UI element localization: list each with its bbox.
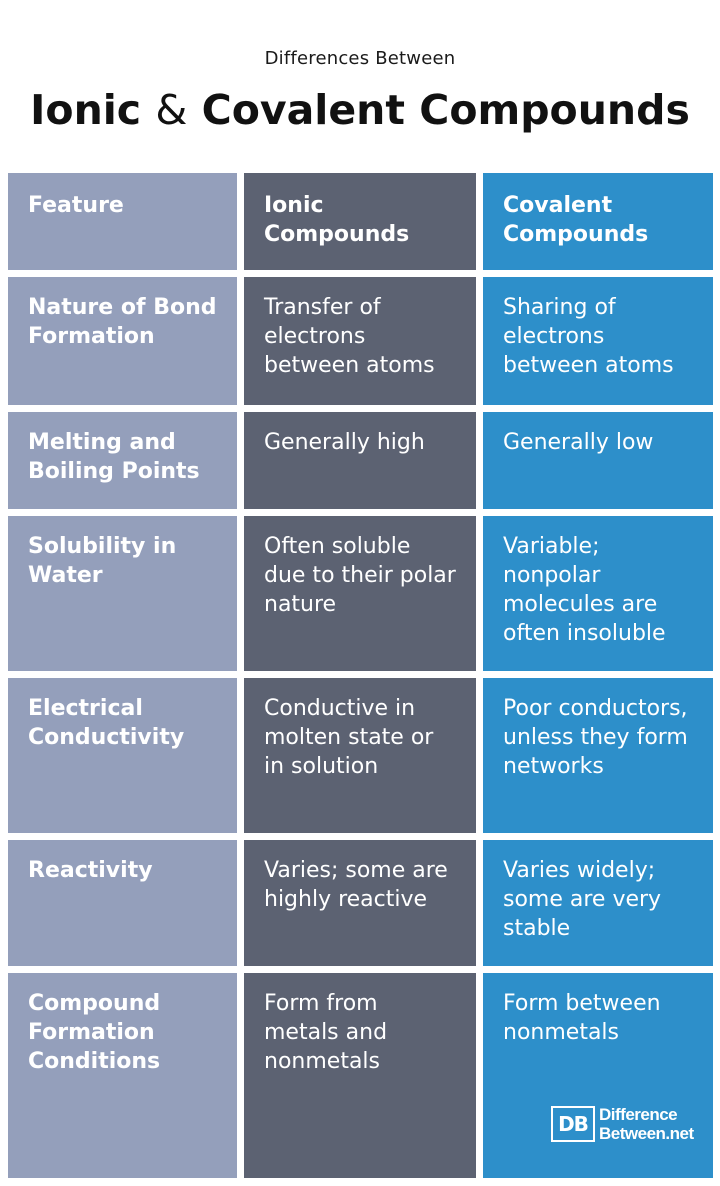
row-melting-feature: Melting and Boiling Points bbox=[8, 412, 237, 509]
row-reactivity-ionic: Varies; some are highly reactive bbox=[244, 840, 476, 966]
row-formation-feature: Compound Formation Conditions bbox=[8, 973, 237, 1178]
row-melting-ionic: Generally high bbox=[244, 412, 476, 509]
title-ionic: Ionic bbox=[30, 86, 142, 134]
db-logo-icon: DB bbox=[551, 1106, 595, 1142]
row-reactivity-covalent: Varies widely; some are very stable bbox=[483, 840, 713, 966]
row-melting-covalent: Generally low bbox=[483, 412, 713, 509]
row-conductivity-ionic: Conductive in molten state or in solution bbox=[244, 678, 476, 833]
row-reactivity-feature: Reactivity bbox=[8, 840, 237, 966]
row-nature-feature: Nature of Bond Formation bbox=[8, 277, 237, 405]
row-solubility-ionic: Often soluble due to their polar nature bbox=[244, 516, 476, 671]
page-subtitle: Differences Between bbox=[264, 48, 456, 69]
difference-between-logo bbox=[551, 1098, 694, 1150]
row-solubility-feature: Solubility in Water bbox=[8, 516, 237, 671]
logo-text bbox=[599, 1105, 694, 1143]
header-feature: Feature bbox=[8, 173, 237, 270]
title-ampersand: & bbox=[155, 86, 188, 134]
row-formation-ionic: Form from metals and nonmetals bbox=[244, 973, 476, 1178]
title-covalent: Covalent Compounds bbox=[201, 86, 690, 134]
row-conductivity-covalent: Poor conductors, unless they form networks bbox=[483, 678, 713, 833]
row-nature-ionic: Transfer of electrons between atoms bbox=[244, 277, 476, 405]
header-ionic: Ionic Compounds bbox=[244, 173, 476, 270]
row-conductivity-feature: Electrical Conductivity bbox=[8, 678, 237, 833]
row-solubility-covalent: Variable; nonpolar molecules are often insoluble bbox=[483, 516, 713, 671]
header-covalent: Covalent Compounds bbox=[483, 173, 713, 270]
row-nature-covalent: Sharing of electrons between atoms bbox=[483, 277, 713, 405]
row-formation-covalent: Form between nonmetals bbox=[483, 973, 713, 1178]
comparison-table bbox=[8, 173, 713, 1178]
page-title bbox=[0, 86, 720, 134]
logo-line-1: Difference bbox=[599, 1105, 678, 1124]
logo-line-2: Between.net bbox=[599, 1124, 694, 1143]
